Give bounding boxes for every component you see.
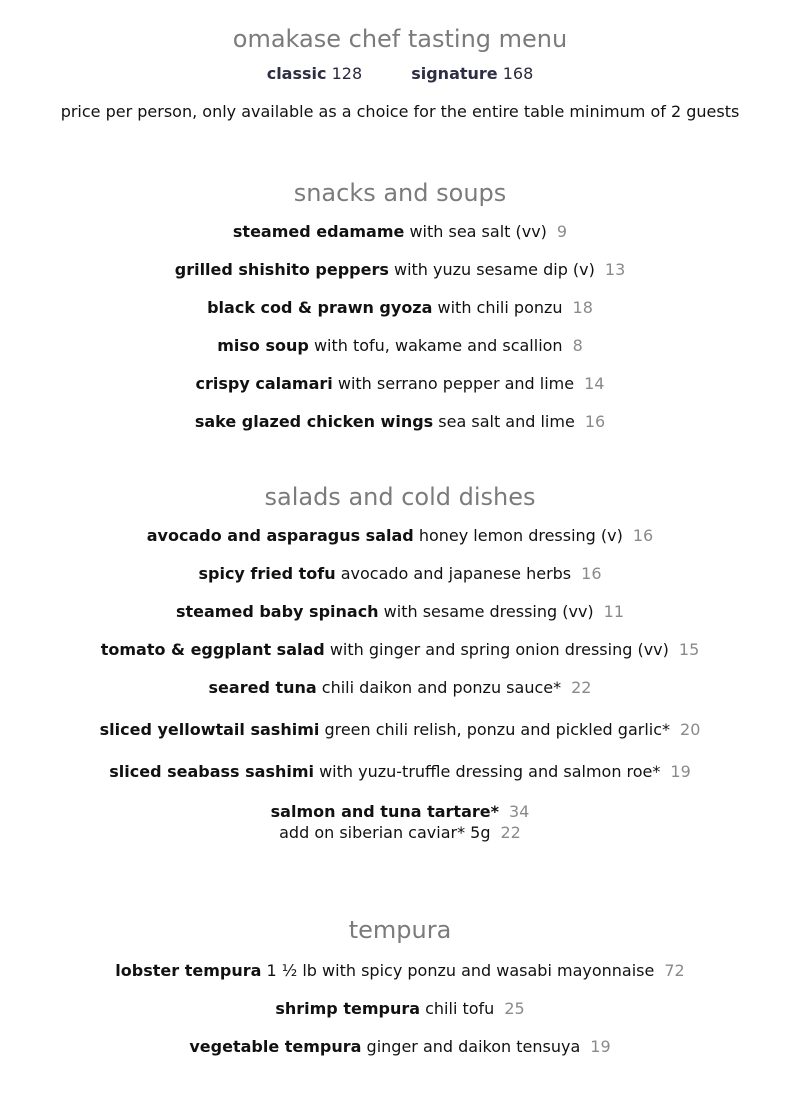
item-price: 16 bbox=[632, 526, 654, 545]
item-price: 18 bbox=[572, 298, 593, 317]
item-desc: with yuzu sesame dip (v) bbox=[393, 260, 595, 279]
item-desc: ginger and daikon tensuya bbox=[366, 1037, 581, 1056]
tasting-option-name: classic bbox=[266, 64, 327, 83]
item-name: miso soup bbox=[217, 336, 309, 355]
menu-item bbox=[0, 296, 800, 320]
item-price: 34 bbox=[508, 802, 530, 821]
item-price: 20 bbox=[680, 720, 701, 739]
section-title: snacks and soups bbox=[293, 179, 507, 207]
section-salads-and-cold-dishes bbox=[0, 480, 800, 843]
item-desc: with ginger and spring onion dressing (vv) bbox=[329, 640, 669, 659]
menu-item bbox=[0, 410, 800, 434]
item-name: vegetable tempura bbox=[189, 1037, 362, 1056]
menu-item bbox=[0, 760, 800, 784]
item-desc: 1 ½ lb with spicy ponzu and wasabi mayonnaise bbox=[266, 961, 655, 980]
item-name: shrimp tempura bbox=[275, 999, 421, 1018]
item-price: 11 bbox=[603, 602, 625, 621]
item-desc: chili daikon and ponzu sauce* bbox=[321, 678, 562, 697]
item-price: 72 bbox=[664, 961, 685, 980]
addon-text: add on siberian caviar* 5g bbox=[279, 823, 491, 842]
tasting-option-classic bbox=[267, 62, 362, 86]
item-price: 19 bbox=[590, 1037, 611, 1056]
item-desc: with chili ponzu bbox=[437, 298, 563, 317]
menu-item bbox=[0, 334, 800, 358]
item-desc: avocado and japanese herbs bbox=[340, 564, 572, 583]
item-desc: chili tofu bbox=[425, 999, 495, 1018]
addon-price: 22 bbox=[500, 823, 521, 842]
item-name: sake glazed chicken wings bbox=[194, 412, 434, 431]
item-price: 22 bbox=[571, 678, 592, 697]
section-title: salads and cold dishes bbox=[264, 483, 536, 511]
page-title: omakase chef tasting menu bbox=[232, 25, 568, 53]
item-price: 16 bbox=[584, 412, 606, 431]
item-price: 16 bbox=[581, 564, 602, 583]
item-name: avocado and asparagus salad bbox=[146, 526, 414, 545]
menu-item bbox=[0, 562, 800, 586]
item-price: 13 bbox=[604, 260, 626, 279]
menu-item bbox=[0, 220, 800, 244]
tasting-option-price: 128 bbox=[331, 64, 363, 83]
menu-item bbox=[0, 802, 800, 822]
item-desc: with serrano pepper and lime bbox=[337, 374, 575, 393]
menu-item bbox=[0, 718, 800, 742]
menu-item bbox=[0, 959, 800, 983]
item-price: 15 bbox=[678, 640, 700, 659]
tasting-option-signature bbox=[411, 62, 533, 86]
item-name: sliced yellowtail sashimi bbox=[99, 720, 320, 739]
item-desc: green chili relish, ponzu and pickled garlic* bbox=[324, 720, 671, 739]
item-desc: sea salt and lime bbox=[438, 412, 575, 431]
item-desc: with tofu, wakame and scallion bbox=[313, 336, 563, 355]
tasting-option-name: signature bbox=[411, 64, 498, 83]
item-name: steamed edamame bbox=[232, 222, 405, 241]
item-name: tomato & eggplant salad bbox=[100, 640, 325, 659]
tasting-options bbox=[0, 62, 800, 86]
item-desc: with yuzu-truffle dressing and salmon roe* bbox=[319, 762, 661, 781]
item-name: sliced seabass sashimi bbox=[109, 762, 314, 781]
tasting-note: price per person, only available as a choice for the entire table minimum of 2 guests bbox=[60, 102, 740, 121]
item-price: 25 bbox=[504, 999, 525, 1018]
menu-item bbox=[0, 1035, 800, 1059]
item-name: salmon and tuna tartare* bbox=[270, 802, 499, 821]
item-name: lobster tempura bbox=[115, 961, 262, 980]
menu-item-addon bbox=[0, 822, 800, 843]
item-name: crispy calamari bbox=[195, 374, 333, 393]
item-desc: honey lemon dressing (v) bbox=[418, 526, 623, 545]
item-price: 9 bbox=[556, 222, 568, 241]
item-price: 8 bbox=[572, 336, 583, 355]
section-snacks-and-soups bbox=[0, 176, 800, 434]
section-tempura bbox=[0, 913, 800, 1059]
menu-item bbox=[0, 524, 800, 548]
item-price: 14 bbox=[584, 374, 605, 393]
item-name: spicy fried tofu bbox=[198, 564, 336, 583]
tasting-option-price: 168 bbox=[502, 64, 534, 83]
menu-item bbox=[0, 638, 800, 662]
menu-item bbox=[0, 372, 800, 396]
item-desc: with sea salt (vv) bbox=[409, 222, 547, 241]
item-price: 19 bbox=[670, 762, 691, 781]
menu-item bbox=[0, 258, 800, 282]
item-name: grilled shishito peppers bbox=[174, 260, 389, 279]
section-title: tempura bbox=[348, 916, 452, 944]
item-desc: with sesame dressing (vv) bbox=[383, 602, 594, 621]
item-name: seared tuna bbox=[208, 678, 317, 697]
item-name: black cod & prawn gyoza bbox=[207, 298, 433, 317]
menu-item bbox=[0, 997, 800, 1021]
menu-item bbox=[0, 600, 800, 624]
item-name: steamed baby spinach bbox=[175, 602, 379, 621]
menu-item bbox=[0, 676, 800, 700]
